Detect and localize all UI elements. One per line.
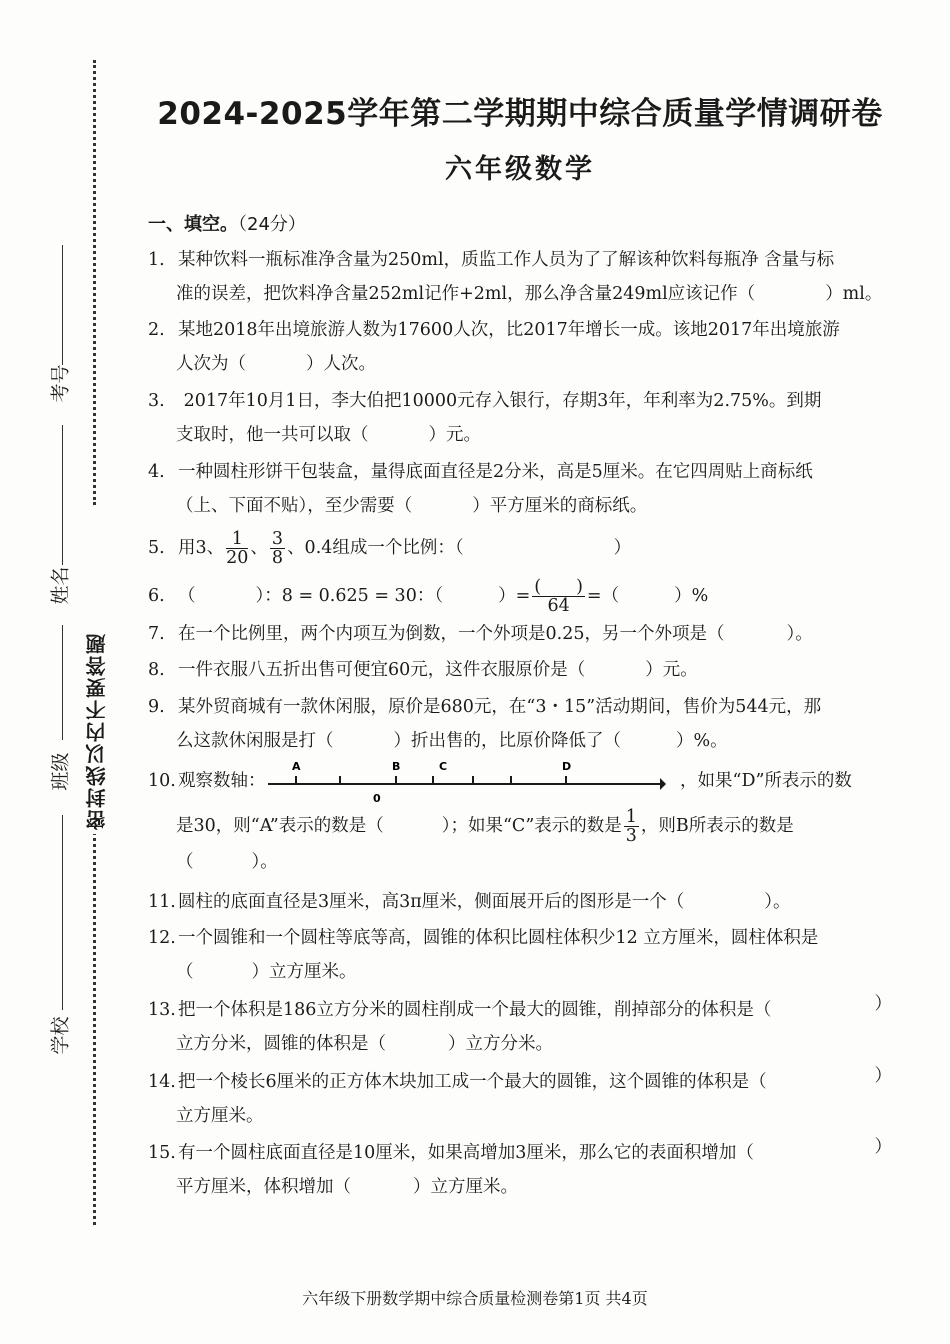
fraction	[532, 578, 585, 615]
question-text: 、	[250, 538, 268, 558]
question-13	[148, 993, 896, 1061]
question-text: ）。	[251, 852, 278, 872]
question-text: 把一个体积是186立方分米的圆柱削成一个最大的圆锥，削掉部分的体积是（	[178, 1000, 772, 1020]
question-text: 某地2018年出境旅游人数为17600人次，比2017年增长一成。该地2017年出境旅游	[178, 320, 840, 340]
question-text: 准的误差，把饮料净含量252ml记作+2ml，那么净含量249ml应该记作（	[176, 284, 756, 304]
question-1	[148, 243, 896, 311]
fraction-denominator: 8	[271, 548, 284, 568]
question-text: 某种饮料一瓶标准净含量为250ml，质监工作人员为了了解该种饮料每瓶净 含量与标	[178, 250, 835, 270]
question-number: 3.	[148, 391, 165, 411]
question-text: 有一个圆柱底面直径是10厘米，如果高增加3厘米，那么它的表面积增加（	[178, 1143, 754, 1163]
question-number: 4.	[148, 462, 165, 482]
question-text: ）立方分米。	[448, 1034, 553, 1054]
question-text: ）%	[674, 586, 709, 606]
exam-title: 2024-2025学年第二学期期中综合质量学情调研卷	[157, 96, 883, 132]
question-text: ）人次。	[306, 354, 376, 374]
question-text: 观察数轴：	[178, 771, 266, 791]
name-label: 姓名	[49, 566, 72, 605]
question-4	[148, 455, 896, 523]
question-text: =（	[586, 586, 620, 606]
question-text: ）平方厘米的商标纸。	[472, 496, 648, 516]
question-number: 15.	[148, 1143, 176, 1163]
school-label: 学校	[49, 1016, 72, 1055]
number-line	[268, 756, 668, 804]
question-number: 1.	[148, 250, 165, 270]
question-text: 是30，则“A”表示的数是（	[176, 816, 384, 836]
axis-label-b: B	[392, 760, 401, 773]
question-number: 8.	[148, 660, 165, 680]
question-14	[148, 1065, 896, 1133]
question-text: 2017年10月1日，李大伯把10000元存入银行，存期3年，年利率为2.75%。到期	[178, 391, 822, 411]
question-text: ）立方厘米。	[413, 1177, 518, 1197]
question-text: ）	[874, 994, 892, 1014]
question-text: ）。	[786, 624, 813, 644]
question-text: 用3、	[178, 538, 225, 558]
question-text: ）元。	[428, 425, 481, 445]
question-text: ）折出售的，比原价降低了（	[393, 731, 621, 751]
name-line	[62, 425, 63, 565]
question-number: 14.	[148, 1072, 176, 1092]
question-text: ）	[874, 1066, 892, 1086]
question-text: （上、下面不贴），至少需要（	[176, 496, 413, 516]
school-line	[62, 815, 63, 1010]
question-text: ）	[613, 538, 632, 558]
question-text: ，如果“D”所表示的数	[680, 771, 852, 791]
question-2	[148, 313, 896, 381]
seal-warning: 密封线以内不要答题	[82, 628, 108, 834]
question-text: 一种圆柱形饼干包装盒，量得底面直径是2分米，高是5厘米。在它四周贴上商标纸	[178, 462, 813, 482]
question-text: ）=	[498, 586, 531, 606]
section-name: 一、填空。	[148, 214, 238, 235]
question-number: 11.	[148, 892, 176, 912]
question-15	[148, 1136, 896, 1204]
question-text: ）元。	[645, 660, 698, 680]
class-label: 班级	[49, 752, 72, 791]
exam-number-line	[62, 245, 63, 365]
axis-label-a: A	[292, 760, 301, 773]
question-text: 某外贸商城有一款休闲服，原价是680元，在“3・15”活动期间，售价为544元，那	[178, 697, 822, 717]
question-12	[148, 921, 896, 989]
question-text: 一个圆锥和一个圆柱等底等高，圆锥的体积比圆柱体积少12 立方厘米，圆柱体积是	[178, 928, 819, 948]
axis-label-d: D	[562, 760, 572, 773]
section-heading	[148, 210, 306, 236]
question-6	[148, 578, 896, 615]
question-text: ，则B所表示的数是	[640, 816, 794, 836]
fraction-denominator: 3	[625, 826, 637, 846]
question-text: ）立方厘米。	[251, 962, 357, 982]
question-text: （	[176, 962, 194, 982]
question-text: 把一个棱长6厘米的正方体木块加工成一个最大的圆锥，这个圆锥的体积是（	[178, 1072, 767, 1092]
question-text: 平方厘米，体积增加（	[176, 1177, 351, 1197]
question-number: 7.	[148, 624, 165, 644]
question-3	[148, 384, 896, 452]
question-text: 立方分米，圆锥的体积是（	[176, 1034, 386, 1054]
page-footer: 六年级下册数学期中综合质量检测卷第1页 共4页	[302, 1289, 648, 1308]
question-text: 圆柱的底面直径是3厘米，高3π厘米，侧面展开后的图形是一个（	[178, 892, 685, 912]
question-text: 立方厘米。	[176, 1106, 264, 1126]
question-text: 、0.4组成一个比例：（	[287, 538, 464, 558]
question-text: （	[178, 586, 196, 606]
question-text: ）：8 = 0.625 = 30：（	[255, 586, 444, 606]
fraction-denominator: 64	[547, 596, 570, 616]
question-number: 2.	[148, 320, 165, 340]
question-number: 10.	[148, 771, 176, 791]
question-number: 13.	[148, 1000, 176, 1020]
axis-label-c: C	[439, 760, 448, 773]
question-number: 5.	[148, 538, 165, 558]
fraction-numerator-blank[interactable]: ( )	[534, 577, 583, 597]
fraction-denominator: 20	[226, 548, 249, 568]
question-5	[148, 530, 896, 567]
question-number: 9.	[148, 697, 165, 717]
question-text: ）ml。	[825, 284, 883, 304]
question-8	[148, 653, 896, 687]
question-number: 12.	[148, 928, 176, 948]
exam-subtitle: 六年级数学	[445, 154, 595, 185]
axis-label-zero: 0	[373, 792, 381, 804]
question-10	[148, 760, 896, 879]
question-7	[148, 617, 896, 651]
binding-dotted-line-bottom	[93, 765, 100, 1225]
question-text: 一件衣服八五折出售可便宜60元，这件衣服原价是（	[178, 660, 586, 680]
question-text: ）	[874, 1137, 892, 1157]
fraction	[226, 530, 248, 567]
question-11	[148, 885, 896, 919]
exam-number-label: 考号	[49, 364, 72, 403]
question-text: ）；如果“C”表示的数是	[441, 816, 622, 836]
fraction	[624, 808, 639, 845]
question-text: ）。	[764, 892, 791, 912]
fraction-numerator: 1	[226, 530, 248, 549]
question-number: 6.	[148, 586, 165, 606]
section-points: （24分）	[238, 214, 306, 235]
question-text: 人次为（	[176, 354, 246, 374]
question-text: 支取时，他一共可以取（	[176, 425, 369, 445]
fraction	[270, 530, 285, 567]
question-text: 在一个比例里，两个内项互为倒数，一个外项是0.25，另一个外项是（	[178, 624, 725, 644]
fraction-numerator: 1	[625, 807, 637, 827]
question-text: 么这款休闲服是打（	[176, 731, 334, 751]
fraction-numerator: 3	[271, 529, 284, 549]
class-line	[62, 625, 63, 740]
question-text: （	[176, 852, 194, 872]
question-text: ）%。	[676, 731, 728, 751]
question-9	[148, 690, 896, 758]
